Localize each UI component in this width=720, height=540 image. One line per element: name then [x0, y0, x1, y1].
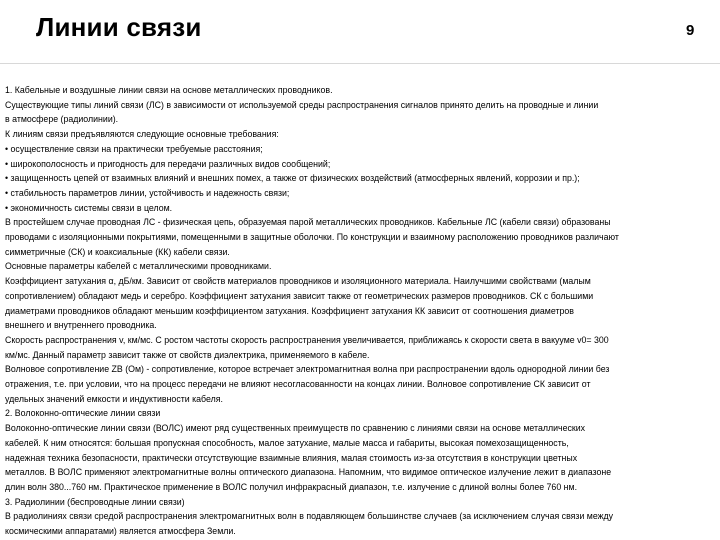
- slide-body: [5, 83, 717, 539]
- text-line: диаметрами проводников обладают меньшим коэффициентом затухания. Коэффициент затухания КК зависит от соотношения диаметров: [5, 305, 574, 316]
- text-line: Коэффициент затухания α, дБ/км. Зависит от свойств материалов проводников и изоляционного материала. Наилучшими свойствами (малым: [5, 276, 591, 287]
- text-line: надежная техника безопасности, практически отсутствующие взаимные влияния, малая стоимость из-за отсутствия в конструкции цветных: [5, 452, 578, 463]
- text-line: 3. Радиолинии (беспроводные линии связи): [5, 496, 185, 507]
- text-line: К линиям связи предъявляются следующие основные требования:: [5, 129, 279, 140]
- text-line: в атмосфере (радиолинии).: [5, 114, 119, 125]
- text-line: Волновое сопротивление ZB (Ом) - сопротивление, которое встречает электромагнитная волна при распространении вдоль однородной линии без: [5, 364, 610, 375]
- text-line: км/мс. Данный параметр зависит также от свойств диэлектрика, применяемого в кабеле.: [5, 349, 370, 360]
- text-line: Основные параметры кабелей с металлическими проводниками.: [5, 261, 272, 272]
- text-line: проводами с изоляционными покрытиями, помещенными в защитные оболочки. По конструкции и взаимному расположению проводников различают: [5, 232, 619, 243]
- slide-title: Линии связи: [36, 12, 202, 42]
- text-line: металлов. В ВОЛС применяют электромагнитные волны оптического диапазона. Напомним, что видимое оптическое излучение лежит в диапазоне: [5, 467, 612, 478]
- text-line: симметричные (СК) и коаксиальные (КК) кабели связи.: [5, 246, 230, 257]
- text-line: космическими аппаратами) является атмосфера Земли.: [5, 526, 236, 537]
- text-line: удельных значений емкости и индуктивности кабеля.: [5, 393, 223, 404]
- text-line: 2. Волоконно-оптические линии связи: [5, 408, 161, 419]
- text-line: В радиолиниях связи средой распространения электромагнитных волн в подавляющем большинстве случаев (за исключением случая связи между: [5, 511, 614, 522]
- text-line: длин волн 380...760 нм. Практическое применение в ВОЛС получил инфракрасный диапазон, т.е. излучение с длиной волны более 760 нм.: [5, 481, 578, 492]
- text-line: Волоконно-оптические линии связи (ВОЛС) имеют ряд существенных преимуществ по сравнению с линиями связи на основе металлических: [5, 423, 586, 434]
- text-line: кабелей. К ним относятся: большая пропускная способность, малое затухание, малые масса и габариты, высокая помехозащищенность,: [5, 437, 569, 448]
- text-line: 1. Кабельные и воздушные линии связи на основе металлических проводников.: [5, 85, 333, 95]
- text-line: В простейшем случае проводная ЛС - физическая цепь, образуемая парой металлических проводников. Кабельные ЛС (кабели связи) образованы: [5, 217, 611, 228]
- text-line: • экономичность системы связи в целом.: [5, 202, 173, 213]
- text-line: • защищенность цепей от взаимных влияний и внешних помех, а также от физических воздействий (атмосферных явлений, коррозии и пр.);: [5, 173, 580, 184]
- text-line: внешнего и внутреннего проводника.: [5, 320, 157, 331]
- text-line: сопротивлением) обладают медь и серебро. Коэффициент затухания зависит также от геометрических размеров проводников. СК с большими: [5, 290, 594, 301]
- text-line: • осуществление связи на практически требуемые расстояния;: [5, 143, 263, 154]
- text-line: Существующие типы линий связи (ЛС) в зависимости от используемой среды распространения сигналов принято делить на проводные и линии: [5, 99, 599, 110]
- title-divider: [0, 63, 720, 64]
- page-number: 9: [686, 22, 695, 39]
- text-line: Скорость распространения v, км/мс. С ростом частоты скорость распространения увеличивается, приближаясь к скорости света в вакууме v0= 300: [5, 334, 609, 345]
- text-line: • широкополосность и пригодность для передачи различных видов сообщений;: [5, 158, 331, 169]
- text-line: • стабильность параметров линии, устойчивость и надежность связи;: [5, 187, 290, 198]
- text-line: отражения, т.е. при условии, что на процесс передачи не влияют несогласованности на концах линии. Волновое сопротивление СК зависит от: [5, 379, 591, 390]
